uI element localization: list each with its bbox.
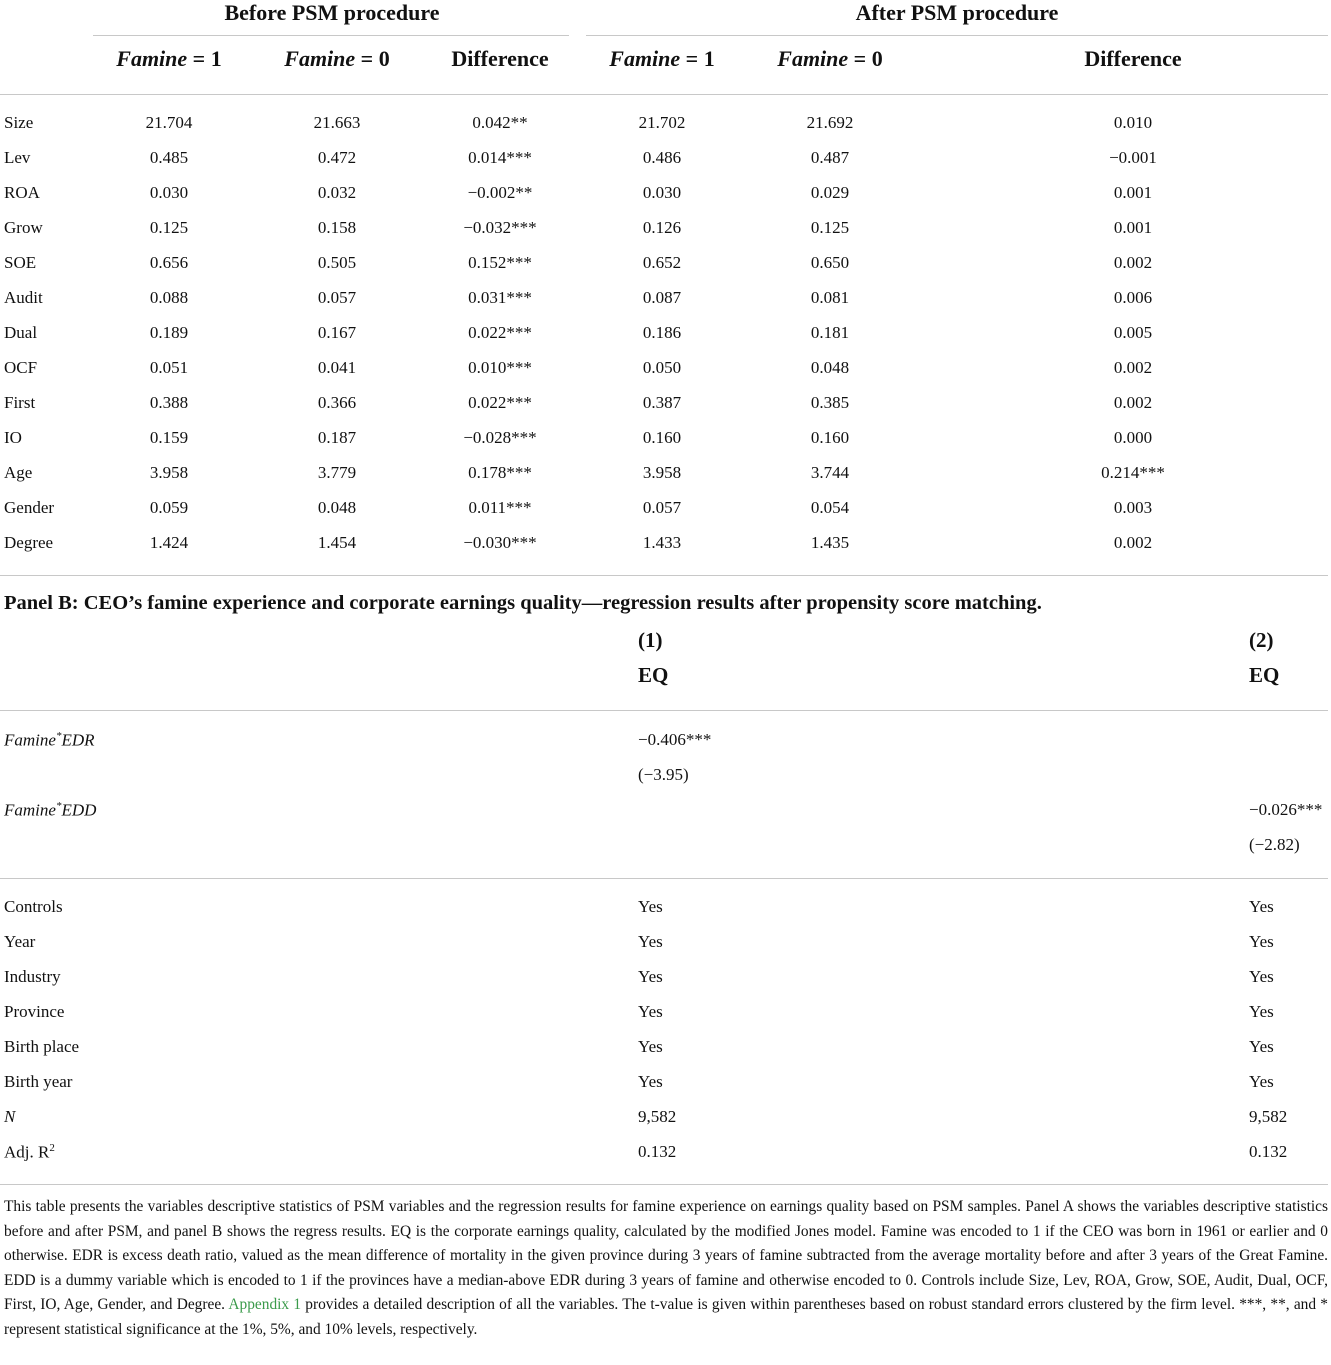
table-cell: 1.424 bbox=[149, 533, 189, 552]
table-cell: 0.001 bbox=[1113, 218, 1153, 237]
table-cell: 0.366 bbox=[317, 393, 357, 412]
table-cell: 0.652 bbox=[642, 253, 682, 272]
table-cell: 1.433 bbox=[642, 533, 682, 552]
row-label: Grow bbox=[4, 218, 43, 237]
table-cell: 0.048 bbox=[317, 498, 357, 517]
table-cell: Yes bbox=[1249, 897, 1274, 916]
table-cell: 0.160 bbox=[810, 428, 850, 447]
table-cell: 0.088 bbox=[149, 288, 189, 307]
table-cell: 0.125 bbox=[810, 218, 850, 237]
table-cell: 0.505 bbox=[317, 253, 357, 272]
table-cell: 0.057 bbox=[642, 498, 682, 517]
table-cell: 21.663 bbox=[313, 113, 361, 132]
table-cell: 0.160 bbox=[642, 428, 682, 447]
table-cell: 0.387 bbox=[642, 393, 682, 412]
table-cell: 0.022*** bbox=[468, 393, 532, 412]
table-cell: 0.014*** bbox=[468, 148, 532, 167]
table-cell: Yes bbox=[638, 1002, 663, 1021]
table-cell: 0.003 bbox=[1113, 498, 1153, 517]
after-psm-header: After PSM procedure bbox=[855, 0, 1059, 25]
table-cell: 1.454 bbox=[317, 533, 357, 552]
panel-a-bottom-rule bbox=[0, 575, 1328, 576]
table-cell: 0.081 bbox=[810, 288, 850, 307]
table-cell: 0.051 bbox=[149, 358, 189, 377]
table-cell: 0.132 bbox=[1249, 1142, 1288, 1161]
col-before-famine1: Famine = 1 bbox=[116, 46, 222, 71]
row-label: Controls bbox=[4, 897, 63, 916]
row-label: IO bbox=[4, 428, 22, 447]
table-footnote: This table presents the variables descriptive statistics of PSM variables and the regression results for famine experience on earnings quality based on PSM samples. Panel A shows the variables descriptive statistics before and after PSM, and panel B shows the regress results. EQ is the corporate earnings quality, calculated by the modified Jones model. Famine was encoded to 1 if the CEO was born in 1961 or earlier and 0 otherwise. EDR is excess death ratio, valued as the mean difference of mortality in the given province during 3 years of famine subtracted from the average mortality before and after 3 years of the Great Famine. EDD is a dummy variable which is encoded to 1 if the provinces have a median-above EDR during 3 years of famine and otherwise encoded to 0. Controls include Size, Lev, ROA, Grow, SOE, Audit, Dual, OCF, First, IO, Age, Gender, and Degree. Appendix 1 provides a detailed description of all the variables. The t-value is given within parentheses based on robust standard errors clustered by the firm level. ***, **, and * represent statistical significance at the 1%, 5%, and 10% levels, respectively. bbox=[4, 1198, 1329, 1338]
table-cell: Yes bbox=[638, 932, 663, 951]
table-cell: 0.048 bbox=[810, 358, 850, 377]
table-cell: 3.744 bbox=[810, 463, 850, 482]
table-cell: Yes bbox=[1249, 932, 1274, 951]
famine-edr-tvalue: (−3.95) bbox=[638, 765, 689, 784]
row-label: Industry bbox=[4, 967, 61, 986]
table-cell: 0.029 bbox=[810, 183, 850, 202]
panel-b-bottom-rule bbox=[0, 1184, 1328, 1185]
table-cell: 0.181 bbox=[810, 323, 850, 342]
table-cell: 9,582 bbox=[638, 1107, 677, 1126]
row-label: Birth year bbox=[4, 1072, 73, 1091]
row-label: First bbox=[4, 393, 36, 412]
table-cell: 9,582 bbox=[1249, 1107, 1288, 1126]
famine-edr-coef: −0.406*** bbox=[638, 730, 712, 749]
table-cell: 0.011*** bbox=[468, 498, 532, 517]
table-cell: 0.650 bbox=[810, 253, 850, 272]
table-cell: 0.472 bbox=[317, 148, 357, 167]
row-label: OCF bbox=[4, 358, 38, 377]
before-group-rule bbox=[93, 35, 569, 36]
row-label: N bbox=[4, 1107, 16, 1126]
panel-b-col1-number: (1) bbox=[638, 628, 663, 652]
table-cell: 0.487 bbox=[810, 148, 850, 167]
table-cell: 0.656 bbox=[149, 253, 189, 272]
table-cell: 0.000 bbox=[1113, 428, 1153, 447]
col-after-famine0: Famine = 0 bbox=[777, 46, 883, 71]
table-cell: Yes bbox=[638, 1037, 663, 1056]
table-cell: −0.030*** bbox=[463, 533, 537, 552]
table-cell: 0.002 bbox=[1113, 533, 1153, 552]
table-cell: 0.002 bbox=[1113, 358, 1153, 377]
table-cell: 0.001 bbox=[1113, 183, 1153, 202]
table-cell: Yes bbox=[1249, 1037, 1274, 1056]
table-cell: Yes bbox=[1249, 967, 1274, 986]
table-cell: 0.385 bbox=[810, 393, 850, 412]
appendix-link[interactable]: Appendix 1 bbox=[228, 1296, 302, 1313]
table-cell: Yes bbox=[1249, 1072, 1274, 1091]
row-label: Degree bbox=[4, 533, 54, 552]
table-cell: 21.704 bbox=[145, 113, 193, 132]
table-cell: 0.178*** bbox=[468, 463, 532, 482]
table-cell: 0.030 bbox=[149, 183, 189, 202]
table-cell: 0.032 bbox=[317, 183, 357, 202]
table-cell: 0.031*** bbox=[468, 288, 532, 307]
table-cell: 3.958 bbox=[642, 463, 682, 482]
row-label: Dual bbox=[4, 323, 38, 342]
table-cell: 0.054 bbox=[810, 498, 850, 517]
panel-b-header-rule bbox=[0, 710, 1328, 711]
row-label: Audit bbox=[4, 288, 43, 307]
table-cell: 0.486 bbox=[642, 148, 682, 167]
table-cell: 0.152*** bbox=[468, 253, 532, 272]
row-label: Birth place bbox=[4, 1037, 80, 1056]
famine-edd-label: Famine*EDD bbox=[4, 800, 97, 820]
table-cell: 0.059 bbox=[149, 498, 189, 517]
table-cell: 0.002 bbox=[1113, 253, 1153, 272]
table-cell: 0.214*** bbox=[1101, 463, 1165, 482]
col-before-famine0: Famine = 0 bbox=[284, 46, 390, 71]
row-label: ROA bbox=[4, 183, 40, 202]
table-cell: −0.001 bbox=[1109, 148, 1157, 167]
table-cell: 0.126 bbox=[642, 218, 682, 237]
table-cell: 0.030 bbox=[642, 183, 682, 202]
row-label: Adj. $R^2$ bbox=[4, 1142, 55, 1162]
panel-b-col1-name: EQ bbox=[638, 663, 669, 687]
col-after-famine1: Famine = 1 bbox=[609, 46, 715, 71]
after-group-rule bbox=[586, 35, 1328, 36]
row-label: Lev bbox=[4, 148, 31, 167]
row-label: Province bbox=[4, 1002, 65, 1021]
panel-a-header-rule bbox=[0, 94, 1328, 95]
table-cell: 0.125 bbox=[149, 218, 189, 237]
row-label: Year bbox=[4, 932, 36, 951]
table-cell: −0.002** bbox=[467, 183, 533, 202]
table-cell: 0.158 bbox=[317, 218, 357, 237]
col-after-difference: Difference bbox=[1084, 46, 1182, 71]
famine-edr-label: Famine*EDR bbox=[4, 730, 95, 750]
table-cell: 1.435 bbox=[810, 533, 850, 552]
panel-b-col2-name: EQ bbox=[1249, 663, 1280, 687]
table-cell: Yes bbox=[638, 897, 663, 916]
panel-b-col2-number: (2) bbox=[1249, 628, 1274, 652]
table-cell: 0.186 bbox=[642, 323, 682, 342]
table-cell: 21.692 bbox=[806, 113, 854, 132]
table-cell: 0.189 bbox=[149, 323, 189, 342]
panel-b-title: Panel B: CEO’s famine experience and corporate earnings quality—regression results after propensity score matching. bbox=[4, 592, 1042, 614]
col-before-difference: Difference bbox=[451, 46, 549, 71]
table-cell: Yes bbox=[638, 967, 663, 986]
table-cell: 21.702 bbox=[638, 113, 686, 132]
table-cell: 0.388 bbox=[149, 393, 189, 412]
table-cell: 0.042** bbox=[472, 113, 528, 132]
row-label: Size bbox=[4, 113, 34, 132]
table-cell: 0.050 bbox=[642, 358, 682, 377]
table-cell: 0.010*** bbox=[468, 358, 532, 377]
table-cell: 0.010 bbox=[1113, 113, 1153, 132]
table-cell: 0.485 bbox=[149, 148, 189, 167]
table-cell: 3.958 bbox=[149, 463, 189, 482]
table-cell: 3.779 bbox=[317, 463, 357, 482]
famine-edd-tvalue: (−2.82) bbox=[1249, 835, 1300, 854]
table-cell: 0.041 bbox=[317, 358, 357, 377]
table-cell: 0.057 bbox=[317, 288, 357, 307]
table-cell: 0.159 bbox=[149, 428, 189, 447]
famine-edd-coef: −0.026*** bbox=[1249, 800, 1323, 819]
table-cell: Yes bbox=[1249, 1002, 1274, 1021]
table-cell: 0.005 bbox=[1113, 323, 1153, 342]
before-psm-header: Before PSM procedure bbox=[224, 0, 440, 25]
row-label: Gender bbox=[4, 498, 55, 517]
table-cell: 0.006 bbox=[1113, 288, 1153, 307]
table-cell: −0.028*** bbox=[463, 428, 537, 447]
panel-b-mid-rule bbox=[0, 878, 1328, 879]
table-cell: −0.032*** bbox=[463, 218, 537, 237]
table-cell: 0.132 bbox=[638, 1142, 677, 1161]
row-label: SOE bbox=[4, 253, 37, 272]
table-cell: 0.167 bbox=[317, 323, 357, 342]
table-cell: 0.002 bbox=[1113, 393, 1153, 412]
row-label: Age bbox=[4, 463, 33, 482]
table-cell: 0.087 bbox=[642, 288, 682, 307]
table-cell: Yes bbox=[638, 1072, 663, 1091]
table-cell: 0.022*** bbox=[468, 323, 532, 342]
table-cell: 0.187 bbox=[317, 428, 357, 447]
